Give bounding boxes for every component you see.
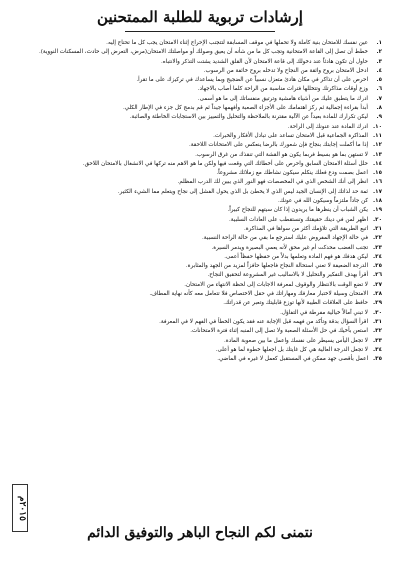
list-item [20,263,382,270]
list-item [20,347,382,354]
item-number: ١٥. [373,170,382,177]
item-text: حلل أسئلة الامتحان السابق واحرص على أخطائك التي وقعت فيها ولكن ما هو الاهم منه تركها في الانشغال بالامتحان اللاحق. [82,160,368,167]
item-number: ١٩. [373,207,382,214]
item-number: ١٦. [373,179,382,186]
item-text: تجنب الغضب محدكت أم غير محق لأنه يعمي البصيرة ويدمر السيرة. [211,244,368,251]
list-item [20,96,382,103]
item-number: ١٤. [373,160,382,167]
item-number: ٥. [376,77,382,84]
list-item [20,272,382,279]
list-item [20,291,382,298]
item-number: ٣٤. [373,346,382,353]
item-number: ٩. [376,114,382,121]
item-number: ٢٤. [373,253,382,260]
list-item [20,40,382,47]
item-number: ٣٣. [373,337,382,344]
list-item [20,319,382,326]
closing-wish: نتمنى لكم النجاح الباهر والتوفيق الدائم [87,525,313,541]
item-text: ليكن تكرارك للمادة بعيداً عن الآلية مقترنة بالملاحظة والتحليل والتمييز بين الاستجابات الخاطئة والصائبة. [129,114,368,121]
list-item [20,235,382,242]
item-number: ١٧. [373,188,382,195]
guidelines-list [20,40,382,365]
item-text: اقرأ السؤال بدقة وتأكد من فهمه قبل الإجابة عنه فقد يكون الخطأ في الفهم لا في المعرفة. [159,318,368,325]
list-item [20,77,382,84]
item-number: ٢٠. [373,216,382,223]
item-text: استعن بأخيك في حل الأسئلة الصعبة ولا تصل إلى المنبه إثناء فترة الامتحانات. [190,328,368,335]
item-text: كن جاداً ملتزماً وسيكون الله في عونك. [277,198,368,205]
item-text: لا تستهن بما هو بسيط فربما يكون هو القشة التي تنقذك من غرق الرسوب. [195,151,368,158]
item-text: المذاكرة الجماعية قبل الامتحان تساعد على تبادل الأفكار والخبرات. [213,132,368,139]
item-text: لا تجعل الدرجة العالية هي كل غايتك بل اجعلها خطوة لما هو أعلى. [215,346,368,353]
item-number: ٣٠. [373,309,382,316]
list-item [20,179,382,186]
item-text: خطط أن تصل إلى القاعة الامتحانية وتجب كل ما من شأنه أن يعيق وصولك أو مواصلتك الامتحان(مرض، التعرض إلى حادث، المسكنات النووية). [38,49,368,56]
item-text: الدرجة الضعيفة لا تعني استحالة النجاح فاجعلها حافزاً لمزيد من الجهد والمثابرة. [185,263,368,270]
item-text: ثمة حد لذاتك إلى الإنسان الجيد ليس الذي لا يخطئ بل الذي يحول الفشل إلى نجاح ويتعلم مما الشيء الكثير. [117,188,368,195]
item-number: ١٢. [373,142,382,149]
list-item [20,254,382,261]
item-text: احرص على أن تذاكر في مكان هادئ متعزل نسبياً عن الضجيج وبما يساعدك في تركيزك على ما تقرأ. [136,77,368,84]
item-number: ١٣. [373,151,382,158]
item-number: ٦. [376,86,382,93]
item-number: ١٨. [373,198,382,205]
item-number: ٣١. [373,318,382,325]
list-item [20,59,382,66]
item-text: اعمل بأقصى جهد ممكن في المستقبل كعمل لا غيره في الماضي. [217,356,368,363]
item-number: ٢٩. [373,300,382,307]
list-item [20,68,382,75]
item-number: ٢١. [373,225,382,232]
list-item [20,152,382,159]
item-number: ١١. [373,132,382,139]
item-text: حافظ على العلاقات الطيبة لأنها توزع قابليتك وتعبر عن قدراتك. [223,300,368,307]
list-item [20,217,382,224]
item-text: وزع أوقات مذاكرتك وتتخللها فترات مناسبة من الراحة كلما أصاب بالاجهاد. [197,86,368,93]
list-item [20,142,382,149]
list-item [20,49,382,56]
item-number: ٧. [376,95,382,102]
list-item [20,310,382,317]
list-item [20,114,382,121]
item-number: ٢٦. [373,272,382,279]
item-text: إذا ما أكملت إجابتك بنجاح فإن شعورك بالرضا ينعكس على الامتحانات اللاحقة. [188,142,368,149]
item-number: ٢٧. [373,281,382,288]
list-item [20,86,382,93]
list-item [20,198,382,205]
item-text: أبدأ بقراءة إجمالية ثم ركز اهتمامك على الأجزاء الصعبة وأفهمها جيداً ثم قم بدمج كل جزء في الإطار الكلي. [122,105,368,112]
year-stamp: ٢٠١٥م [12,484,28,532]
list-item [20,300,382,307]
item-text: أقرأ بهدف التفكير والتحليل لا بالاساليب غير المشروعة لتحقيق النجاح. [207,272,368,279]
item-number: ٣. [376,58,382,65]
list-item [20,170,382,177]
item-text: اعمل بصمت ودع فعلك ينكلم سيكون نشاطك مع زملائك مشروعاً. [216,170,368,177]
item-number: ٢٨. [373,291,382,298]
item-text: انظر إلى أنك الشخص الذي في المخصصات فهو النور الذي يبين لك الدرب المظلم. [177,179,368,186]
page-title: إرشادات تربوية للطلبة الممتحنين [97,8,303,26]
list-item [20,328,382,335]
title-underline [125,31,275,32]
list-item [20,189,382,196]
item-text: عين نفسك للامتحان بنية كاملة ولا تحملها في موقف المسابقة لتتجنب الإحراج إثناء الامتحان يجب كل ما تحتاج إليه. [106,40,368,46]
item-number: ٣٥. [373,356,382,363]
item-text: الامتحان وسيلة لاختبار معارفك ومهاراتك في حقل الاختصاص فلا تتعامل معه كأنه نهاية المطاف. [149,291,368,298]
item-text: لا تبني آمالاً خيالية مفرطة في التفاؤل. [280,309,368,316]
item-number: ٢٣. [373,244,382,251]
item-text: حاول أن تكون هادئاً عند دخولك إلى قاعة الامتحان لأن القلق الشديد يشتت التذكر والانتباه. [161,58,368,65]
item-number: ٢٢. [373,235,382,242]
list-item [20,133,382,140]
item-number: ١٠. [373,123,382,130]
list-item [20,282,382,289]
list-item [20,226,382,233]
list-item [20,161,382,168]
item-text: ادخل الامتحان بروح واثقة من النجاح ولا تدخله بروح خائفة من الرسوب. [203,67,368,74]
item-text: ادرك ما يتطبق عليك من أشياء هامشية وترتيق منفساتك إلى ما هو أسمى. [197,95,368,102]
list-item [20,338,382,345]
item-number: ٢. [376,49,382,56]
item-text: في حالة الإجهاد المفروض عليك استرجع ما بقي من حالة الراحة النسبية. [202,235,368,242]
item-text: اظهر لمن في دينك حقيقتك وتستقطب على العادات السلبية. [228,216,368,223]
list-item [20,245,382,252]
list-item [20,207,382,214]
item-number: ٤. [376,67,382,74]
item-text: لا تجعل اليأس يسيطر على نفسك واعمل ما بين صعوبة المادة. [224,337,368,344]
item-text: ادرك المادة عند عنونك إلى الراحة. [287,123,368,130]
item-text: اتبع الطريقة التي تلاؤمك أكثر من سواها في المذاكرة. [243,225,368,232]
list-item [20,105,382,112]
item-number: ٨. [376,105,382,112]
list-item [20,124,382,131]
item-number: ١. [376,40,382,46]
item-number: ٢٥. [373,263,382,270]
list-item [20,356,382,363]
item-number: ٣٢. [373,328,382,335]
item-text: يكن الشباب أن ينظرها ما يريدون إذا كان سيتهم للنجاح كبيراً. [227,207,368,214]
item-text: لا تضع الوقت بالانتظار والوقوف لمعرفة الاجابات إلى لحظة الانتهاء من الامتحان. [184,281,368,288]
item-text: ليكن هدفك هو فهم المادة وتعلمها بدلاً من حفظها حفظاً أعمى. [224,253,368,260]
